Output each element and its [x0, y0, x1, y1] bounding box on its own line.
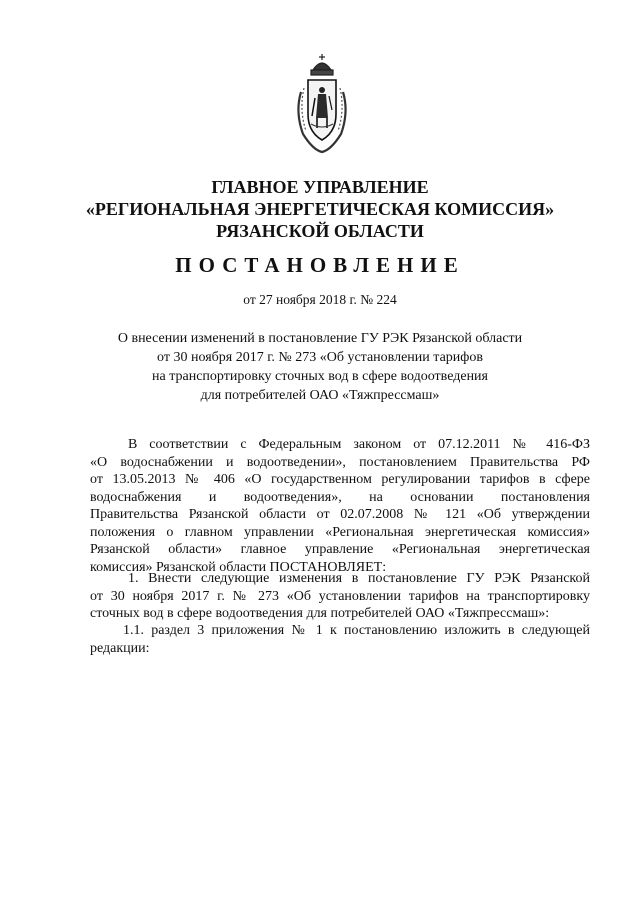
document-date-number: от 27 ноября 2018 г. № 224 [243, 292, 397, 307]
item-1-1-paragraph [90, 622, 590, 657]
preamble-line: Рязанской области» главное управление «Региональная энергетическая [90, 542, 590, 557]
preamble-line: положения о главном управлении «Региональная энергетическая комиссия» [90, 524, 590, 540]
item-1-line: от 30 ноября 2017 г. № 273 «Об установлении тарифов на транспортировку [90, 588, 590, 604]
preamble-line: В соответствии с Федеральным законом от 07.12.2011 № 416-ФЗ [128, 437, 590, 452]
ryazan-coat-of-arms-icon [293, 52, 351, 154]
document-type-title: ПОСТАНОВЛЕНИЕ [175, 253, 465, 277]
preamble-line: Правительства Рязанской области от 02.07.2008 № 121 «Об утверждении [90, 507, 590, 522]
subject-line: для потребителей ОАО «Тяжпрессмаш» [200, 388, 440, 403]
subject-line: О внесении изменений в постановление ГУ РЭК Рязанской области [117, 331, 523, 346]
preamble-line: комиссия» Рязанской области ПОСТАНОВЛЯЕТ: [90, 559, 387, 575]
preamble-line: «О водоснабжении и водоотведении», постановлением Правительства РФ [90, 454, 590, 470]
item-1-line: сточных вод в сфере водоотведения для потребителей ОАО «Тяжпрессмаш»: [90, 606, 550, 621]
authority-name-line-1: ГЛАВНОЕ УПРАВЛЕНИЕ [211, 177, 429, 197]
authority-name-line-2: «РЕГИОНАЛЬНАЯ ЭНЕРГЕТИЧЕСКАЯ КОМИССИЯ» [85, 199, 555, 219]
document-subject [100, 329, 540, 405]
preamble-paragraph [90, 436, 590, 576]
item-1-line: 1. Внести следующие изменения в постановление ГУ РЭК Рязанской [128, 571, 590, 586]
subject-line: на транспортировку сточных вод в сфере водоотведения [152, 369, 488, 384]
subject-line: от 30 ноября 2017 г. № 273 «Об установлении тарифов [157, 350, 483, 365]
authority-name-line-3: РЯЗАНСКОЙ ОБЛАСТИ [216, 221, 424, 241]
item-1-1-line: редакции: [90, 640, 150, 656]
preamble-line: от 13.05.2013 № 406 «О государственном регулировании тарифов в сфере [90, 472, 590, 487]
item-1-paragraph [90, 570, 590, 623]
preamble-line: водоснабжения и водоотведения», на основании постановления [90, 489, 590, 505]
item-1-1-line: 1.1. раздел 3 приложения № 1 к постановлению изложить в следующей [123, 623, 590, 638]
